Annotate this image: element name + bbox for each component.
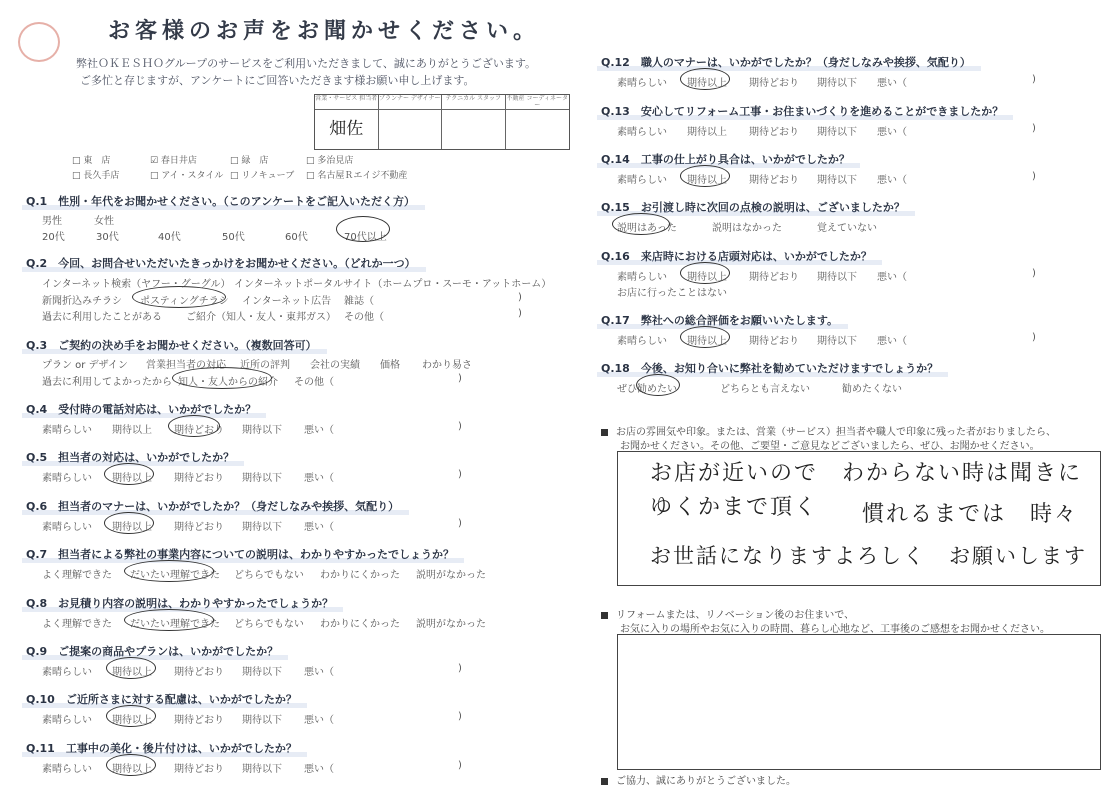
answer-circle	[680, 326, 730, 348]
option[interactable]: 期待以上	[112, 425, 152, 436]
option[interactable]: 期待以下	[817, 127, 857, 138]
store-option[interactable]: □ 長久手店	[72, 171, 120, 181]
option[interactable]: 営業担当者の対応	[146, 360, 226, 371]
question-5: Q.5 担当者の対応は、いかがでしたか？	[26, 451, 235, 464]
question-13: Q.13 安心してリフォーム工事・お住まいづくりを進めることができましたか？	[601, 105, 1004, 118]
option-age[interactable]: 40代	[158, 232, 181, 243]
option[interactable]: 説明はあった	[617, 223, 677, 234]
option[interactable]: ご紹介（知人・友人・東邦ガス）	[186, 312, 336, 323]
option-age[interactable]: 50代	[222, 232, 245, 243]
option[interactable]: 覚えていない	[817, 223, 877, 234]
option-age[interactable]: 20代	[42, 232, 65, 243]
question-7: Q.7 担当者による弊社の事業内容についての説明は、わかりやすかったでしょうか？	[26, 548, 454, 561]
staff-cell-sales[interactable]: 畑佐	[315, 110, 379, 149]
option[interactable]: 期待以上	[112, 473, 152, 484]
option[interactable]: その他（	[344, 312, 384, 323]
paren-close: )	[458, 711, 462, 722]
option[interactable]: 近所の評判	[240, 360, 290, 371]
question-17: Q.17 弊社への総合評価をお願いいたします。	[601, 314, 838, 327]
option[interactable]: インターネットポータルサイト（ホームプロ・スーモ・アットホーム）	[234, 279, 552, 290]
answer-circle	[336, 216, 390, 242]
paren-close: )	[458, 518, 462, 529]
option[interactable]: 期待以上	[687, 272, 727, 283]
option[interactable]: 素晴らしい	[42, 473, 92, 484]
store-option[interactable]: □ 東 店	[72, 156, 111, 166]
option[interactable]: 悪い（	[877, 175, 907, 186]
question-10: Q.10 ご近所さまに対する配慮は、いかがでしたか？	[26, 693, 297, 706]
option[interactable]: 悪い（	[877, 78, 907, 89]
handwritten-line-1: お店が近いので わからない時は聞きに	[650, 461, 1083, 486]
option[interactable]: わかりにくかった	[320, 619, 400, 630]
option-female[interactable]: 女性	[94, 216, 114, 227]
question-9: Q.9 ご提案の商品やプランは、いかがでしたか？	[26, 645, 279, 658]
option[interactable]: 素晴らしい	[42, 715, 92, 726]
answer-circle	[172, 367, 272, 389]
option[interactable]: 悪い（	[304, 715, 334, 726]
option[interactable]: 期待どおり	[174, 667, 224, 678]
paren-close: )	[458, 469, 462, 480]
answer-circle	[132, 286, 226, 308]
option[interactable]: 雑誌（	[344, 296, 374, 307]
question-11: Q.11 工事中の美化・後片付けは、いかがでしたか？	[26, 742, 297, 755]
option[interactable]: だいたい理解できた	[130, 570, 220, 581]
paren-close: )	[458, 421, 462, 432]
option-age[interactable]: 70代以上	[344, 232, 387, 243]
answer-circle	[104, 463, 154, 485]
question-2: Q.2 今回、お問合せいただいたきっかけをお聞かせください。（どれか一つ）	[26, 257, 416, 270]
option[interactable]: 期待以下	[242, 473, 282, 484]
option[interactable]: わかりにくかった	[320, 570, 400, 581]
option[interactable]: よく理解できた	[42, 570, 112, 581]
option[interactable]: 期待以下	[242, 715, 282, 726]
answer-circle	[106, 705, 156, 727]
handwritten-line-3: 慣れるまでは 時々	[862, 502, 1079, 527]
seal-stamp	[18, 22, 60, 62]
option[interactable]: 期待以上	[687, 336, 727, 347]
option[interactable]: 期待どおり	[174, 764, 224, 775]
option-age[interactable]: 30代	[96, 232, 119, 243]
square-bullet-icon	[601, 612, 608, 619]
option[interactable]: インターネット広告	[242, 296, 332, 307]
option[interactable]: 説明がなかった	[416, 619, 486, 630]
option[interactable]: 素晴らしい	[617, 272, 667, 283]
option[interactable]: 過去に利用してよかったから	[42, 377, 172, 388]
option[interactable]: 素晴らしい	[617, 175, 667, 186]
answer-circle	[124, 609, 214, 631]
option[interactable]: 期待以上	[687, 78, 727, 89]
paren-close: )	[458, 760, 462, 771]
option[interactable]: 勧めたくない	[842, 384, 902, 395]
option[interactable]: 期待以下	[242, 425, 282, 436]
option[interactable]: 素晴らしい	[42, 425, 92, 436]
staff-cell-technical[interactable]	[442, 110, 506, 149]
handwritten-line-4: お世話になりますよろしく お願いします	[650, 544, 1087, 568]
option[interactable]: 期待どおり	[749, 127, 799, 138]
question-12: Q.12 職人のマナーは、いかがでしたか？（身だしなみや挨拶、気配り）	[601, 56, 971, 69]
square-bullet-icon	[601, 778, 608, 785]
intro-line-1: 弊社ＯＫＥＳＨＯグループのサービスをご利用いただきまして、誠にありがとうございます。	[76, 57, 537, 70]
paren-close: )	[1032, 268, 1036, 279]
option[interactable]: 期待どおり	[749, 336, 799, 347]
question-8: Q.8 お見積り内容の説明は、わかりやすかったでしょうか？	[26, 597, 334, 610]
option[interactable]: 過去に利用したことがある	[42, 312, 162, 323]
answer-circle	[612, 213, 670, 235]
option[interactable]: 価格	[380, 360, 400, 371]
option[interactable]: 素晴らしい	[617, 78, 667, 89]
answer-circle	[680, 68, 730, 90]
answer-circle	[106, 754, 156, 776]
answer-circle	[680, 165, 730, 187]
answer-circle	[124, 560, 214, 582]
option[interactable]: 素晴らしい	[42, 667, 92, 678]
staff-cell-realestate[interactable]	[506, 110, 570, 149]
option[interactable]: 期待どおり	[174, 425, 224, 436]
comment-prompt-2b: お気に入りの場所やお気に入りの時間、暮らし心地など、工事後のご感想をお聞かせください。	[620, 624, 1050, 635]
option[interactable]: 知人・友人からの紹介	[178, 377, 278, 388]
staff-header-planner: プランナー デザイナー	[379, 95, 443, 110]
option[interactable]: 期待以下	[817, 175, 857, 186]
option-male[interactable]: 男性	[42, 216, 62, 227]
option[interactable]: 悪い（	[304, 473, 334, 484]
option[interactable]: 新聞折込みチラシ	[42, 296, 122, 307]
option[interactable]: 悪い（	[304, 667, 334, 678]
option[interactable]: 期待以上	[112, 522, 152, 533]
option[interactable]: 悪い（	[304, 522, 334, 533]
option[interactable]: どちらでもない	[234, 570, 304, 581]
store-option[interactable]: □ 多治見店	[306, 156, 354, 166]
option[interactable]: 期待どおり	[174, 522, 224, 533]
option[interactable]: インターネット検索（ヤフー・グーグル）	[42, 279, 231, 290]
answer-circle	[636, 374, 680, 396]
answer-circle	[168, 415, 220, 437]
option[interactable]: だいたい理解できた	[130, 619, 220, 630]
option[interactable]: 期待以下	[242, 764, 282, 775]
question-16: Q.16 来店時における店頭対応は、いかがでしたか？	[601, 250, 872, 263]
option[interactable]: 素晴らしい	[42, 764, 92, 775]
store-checklist	[72, 153, 406, 181]
page-title: お客様のお声をお聞かせください。	[108, 19, 541, 44]
option[interactable]: どちらでもない	[234, 619, 304, 630]
option[interactable]: 期待どおり	[749, 78, 799, 89]
staff-header-realestate: 不動産 コーディネーター	[506, 95, 568, 109]
option[interactable]: 素晴らしい	[617, 336, 667, 347]
answer-circle	[106, 657, 156, 679]
question-3: Q.3 ご契約の決め手をお聞かせください。（複数回答可）	[26, 339, 317, 352]
thanks-note: ご協力、誠にありがとうございました。	[601, 772, 796, 787]
option[interactable]: プラン or デザイン	[42, 360, 128, 371]
comment-prompt-1a: お店の雰囲気や印象。または、営業（サービス）担当者や職人で印象に残った者がおりましたら、	[601, 423, 1056, 438]
paren-close: )	[518, 308, 522, 319]
comment-prompt-1b: お聞かせください。その他、ご要望・ご意見などございましたら、ぜひ、お聞かせください。	[620, 441, 1040, 452]
option[interactable]: 会社の実績	[310, 360, 360, 371]
question-18: Q.18 今後、お知り合いに弊社を勧めていただけますでしょうか？	[601, 362, 939, 375]
paren-close: )	[1032, 171, 1036, 182]
intro-line-2: ご多忙と存じますが、アンケートにご回答いただきます様お願い申し上げます。	[80, 74, 475, 87]
comment-prompt-2a: リフォームまたは、リノベーション後のお住まいで、	[601, 606, 854, 621]
option[interactable]: その他（	[294, 377, 334, 388]
option[interactable]: ポスティングチラシ	[140, 296, 229, 307]
question-6: Q.6 担当者のマナーは、いかがでしたか？（身だしなみや挨拶、気配り）	[26, 500, 400, 513]
comment-box-2[interactable]	[617, 634, 1101, 770]
option[interactable]: 期待以下	[817, 78, 857, 89]
option[interactable]: 期待どおり	[174, 715, 224, 726]
store-option[interactable]: ☑ 春日井店	[150, 156, 197, 166]
option[interactable]: 悪い（	[877, 336, 907, 347]
store-option[interactable]: □ アイ・スタイル	[150, 171, 224, 181]
handwritten-line-2: ゆくかまで頂く	[650, 495, 819, 520]
option[interactable]: 悪い（	[304, 764, 334, 775]
paren-close: )	[1032, 74, 1036, 85]
option[interactable]: 期待以上	[687, 127, 727, 138]
option[interactable]: 期待以上	[112, 764, 152, 775]
option[interactable]: 期待以下	[817, 272, 857, 283]
option[interactable]: 期待どおり	[749, 272, 799, 283]
option[interactable]: 期待以下	[242, 522, 282, 533]
option[interactable]: 期待どおり	[749, 175, 799, 186]
paren-close: )	[1032, 332, 1036, 343]
option[interactable]: 悪い（	[877, 127, 907, 138]
staff-header-technical: テクニカル スタッフ	[442, 95, 506, 110]
option[interactable]: 期待以上	[112, 715, 152, 726]
staff-header-sales: 営業・サービス 担当者	[315, 95, 379, 110]
option[interactable]: よく理解できた	[42, 619, 112, 630]
option[interactable]: 説明はなかった	[712, 223, 782, 234]
question-15: Q.15 お引渡し時に次回の点検の説明は、ございましたか？	[601, 201, 905, 214]
option[interactable]: どちらとも言えない	[720, 384, 810, 395]
staff-cell-planner[interactable]	[379, 110, 443, 149]
option[interactable]: 期待以下	[817, 336, 857, 347]
option[interactable]: 説明がなかった	[416, 570, 486, 581]
option[interactable]: 悪い（	[877, 272, 907, 283]
question-1: Q.1 性別・年代をお聞かせください。（このアンケートをご記入いただく方）	[26, 195, 416, 208]
option[interactable]: 素晴らしい	[42, 522, 92, 533]
answer-circle	[680, 262, 730, 284]
store-option[interactable]: □ 名古屋Ｒエイジ不動産	[306, 171, 408, 181]
store-option[interactable]: □ リノキューブ	[230, 171, 295, 181]
option[interactable]: 期待どおり	[174, 473, 224, 484]
option[interactable]: 期待以下	[242, 667, 282, 678]
answer-circle	[104, 512, 154, 534]
question-4: Q.4 受付時の電話対応は、いかがでしたか？	[26, 403, 257, 416]
paren-close: )	[518, 292, 522, 303]
option-age[interactable]: 60代	[285, 232, 308, 243]
option[interactable]: 期待以上	[687, 175, 727, 186]
option[interactable]: 期待以上	[112, 667, 152, 678]
option[interactable]: 悪い（	[304, 425, 334, 436]
option[interactable]: ぜひ勧めたい	[617, 384, 677, 395]
store-option[interactable]: □ 緑 店	[230, 156, 269, 166]
option[interactable]: 素晴らしい	[617, 127, 667, 138]
question-14: Q.14 工事の仕上がり具合は、いかがでしたか？	[601, 153, 850, 166]
square-bullet-icon	[601, 429, 608, 436]
option[interactable]: わかり易さ	[422, 360, 472, 371]
paren-close: )	[458, 663, 462, 674]
option[interactable]: お店に行ったことはない	[617, 288, 727, 299]
staff-table	[314, 94, 570, 150]
paren-close: )	[458, 373, 462, 384]
paren-close: )	[1032, 123, 1036, 134]
